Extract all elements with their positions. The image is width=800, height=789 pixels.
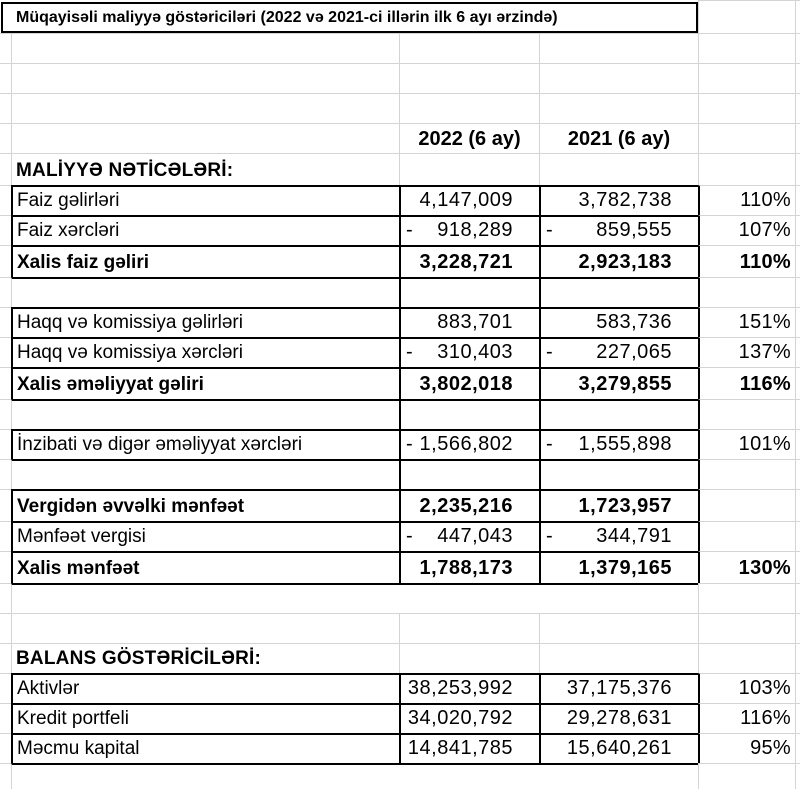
empty-cell[interactable]: [698, 153, 795, 185]
row-label: Haqq və komissiya xərcləri: [17, 342, 243, 363]
value-2021: 37,175,376: [566, 677, 672, 699]
row-label: Haqq və komissiya gəlirləri: [17, 312, 243, 333]
empty-cell[interactable]: [11, 583, 399, 613]
value-2022-cell[interactable]: [399, 307, 539, 337]
pct-value: 116%: [740, 707, 791, 729]
value-2021-cell[interactable]: [539, 367, 698, 399]
empty-cell[interactable]: [795, 277, 800, 307]
row-label-cell[interactable]: [11, 215, 399, 245]
empty-cell[interactable]: [795, 367, 800, 399]
empty-cell[interactable]: [795, 399, 800, 429]
empty-cell[interactable]: [11, 277, 399, 307]
negative-sign: -: [546, 525, 553, 547]
empty-cell[interactable]: [399, 63, 539, 93]
value-2022-cell[interactable]: [399, 429, 539, 459]
empty-cell[interactable]: [795, 245, 800, 277]
empty-cell[interactable]: [399, 277, 539, 307]
empty-cell[interactable]: [795, 0, 800, 33]
empty-cell[interactable]: [539, 613, 698, 643]
pct-cell[interactable]: [698, 521, 795, 551]
value-2022: 310,403: [437, 341, 513, 363]
row-label-cell[interactable]: [11, 551, 399, 583]
row-label-cell[interactable]: [11, 337, 399, 367]
value-2022: 3,228,721: [419, 251, 513, 273]
value-2022: 447,043: [437, 525, 513, 547]
row-label-cell[interactable]: [11, 703, 399, 733]
empty-cell[interactable]: [0, 215, 11, 245]
empty-cell[interactable]: [795, 733, 800, 763]
negative-sign: -: [406, 219, 413, 241]
empty-cell[interactable]: [0, 33, 11, 63]
value-2021-cell[interactable]: [539, 673, 698, 703]
value-2022: 883,701: [437, 311, 513, 333]
row-label: Xalis əməliyyat gəliri: [17, 374, 204, 395]
value-2021: 3,279,855: [578, 373, 672, 395]
negative-sign: -: [546, 219, 553, 241]
empty-cell[interactable]: [795, 153, 800, 185]
row-label-cell[interactable]: [11, 673, 399, 703]
col-header-2021-cell[interactable]: [539, 123, 698, 153]
report-title-cell[interactable]: [1, 2, 698, 33]
empty-cell[interactable]: [539, 399, 698, 429]
row-label: Faiz xərcləri: [17, 220, 120, 241]
empty-cell[interactable]: [698, 123, 795, 153]
value-2022: 1,788,173: [419, 557, 513, 579]
empty-cell[interactable]: [399, 763, 539, 789]
empty-cell[interactable]: [0, 307, 11, 337]
empty-cell[interactable]: [0, 551, 11, 583]
empty-cell[interactable]: [0, 583, 11, 613]
pct-value: 110%: [739, 251, 791, 273]
empty-cell[interactable]: [11, 93, 399, 123]
empty-cell[interactable]: [795, 185, 800, 215]
section-header-label: MALİYYƏ NƏTİCƏLƏRİ:: [16, 160, 234, 181]
value-2021-cell[interactable]: [539, 215, 698, 245]
section-header-cell[interactable]: [11, 153, 399, 185]
value-2021: 583,736: [596, 311, 672, 333]
pct-value: 103%: [738, 677, 791, 699]
pct-value: 95%: [750, 737, 791, 759]
empty-cell[interactable]: [539, 583, 698, 613]
empty-cell[interactable]: [698, 763, 795, 789]
empty-cell[interactable]: [0, 643, 11, 673]
row-label: Xalis faiz gəliri: [17, 252, 149, 273]
col-header-2022: 2022 (6 ay): [418, 128, 521, 150]
empty-cell[interactable]: [11, 63, 399, 93]
negative-sign: -: [546, 433, 553, 455]
empty-cell[interactable]: [795, 307, 800, 337]
empty-cell[interactable]: [698, 63, 795, 93]
value-2021-cell[interactable]: [539, 185, 698, 215]
row-label: Məcmu kapital: [17, 738, 140, 759]
section-header-label: BALANS GÖSTƏRİCİLƏRİ:: [16, 648, 262, 669]
value-2021-cell[interactable]: [539, 307, 698, 337]
pct-cell[interactable]: [698, 673, 795, 703]
value-2021-cell[interactable]: [539, 429, 698, 459]
empty-cell[interactable]: [795, 459, 800, 489]
value-2022: 14,841,785: [407, 737, 513, 759]
empty-cell[interactable]: [11, 459, 399, 489]
col-header-2021: 2021 (6 ay): [567, 128, 671, 150]
section-header-cell[interactable]: [11, 643, 399, 673]
pct-cell[interactable]: [698, 551, 795, 583]
empty-cell[interactable]: [795, 337, 800, 367]
empty-cell[interactable]: [539, 93, 698, 123]
empty-cell[interactable]: [795, 429, 800, 459]
value-2022-cell[interactable]: [399, 215, 539, 245]
pct-cell[interactable]: [698, 245, 795, 277]
empty-cell[interactable]: [0, 367, 11, 399]
empty-cell[interactable]: [399, 643, 539, 673]
empty-cell[interactable]: [795, 93, 800, 123]
empty-cell[interactable]: [698, 33, 795, 63]
row-label-cell[interactable]: [11, 521, 399, 551]
pct-value: 110%: [740, 189, 791, 211]
value-2021-cell[interactable]: [539, 551, 698, 583]
empty-cell[interactable]: [539, 459, 698, 489]
value-2021: 1,723,957: [578, 495, 672, 517]
empty-cell[interactable]: [698, 93, 795, 123]
value-2022-cell[interactable]: [399, 733, 539, 763]
value-2022-cell[interactable]: [399, 337, 539, 367]
empty-cell[interactable]: [0, 245, 11, 277]
value-2022: 2,235,216: [419, 495, 513, 517]
value-2022-cell[interactable]: [399, 489, 539, 521]
empty-cell[interactable]: [0, 703, 11, 733]
empty-cell[interactable]: [795, 521, 800, 551]
empty-cell[interactable]: [11, 613, 399, 643]
empty-cell[interactable]: [399, 459, 539, 489]
empty-cell[interactable]: [539, 277, 698, 307]
negative-sign: -: [406, 341, 413, 363]
value-2021: 1,379,165: [578, 557, 672, 579]
value-2022-cell[interactable]: [399, 245, 539, 277]
pct-cell[interactable]: [698, 703, 795, 733]
row-label-cell[interactable]: [11, 733, 399, 763]
row-label-cell[interactable]: [11, 367, 399, 399]
negative-sign: -: [406, 433, 413, 455]
pct-value: 137%: [738, 341, 791, 363]
value-2021-cell[interactable]: [539, 733, 698, 763]
empty-cell[interactable]: [0, 399, 11, 429]
report-title: Müqayisəli maliyyə göstəriciləri (2022 və 2021-ci illərin ilk 6 ayı ərzində): [16, 8, 558, 26]
empty-cell[interactable]: [0, 459, 11, 489]
pct-cell[interactable]: [698, 307, 795, 337]
value-2022-cell[interactable]: [399, 703, 539, 733]
value-2021-cell[interactable]: [539, 489, 698, 521]
empty-cell[interactable]: [795, 33, 800, 63]
row-label: Vergidən əvvəlki mənfəət: [17, 496, 245, 517]
empty-cell[interactable]: [11, 33, 399, 63]
value-2022: 38,253,992: [407, 677, 513, 699]
value-2022-cell[interactable]: [399, 521, 539, 551]
row-label: Kredit portfeli: [17, 708, 129, 729]
empty-cell[interactable]: [0, 521, 11, 551]
empty-cell[interactable]: [0, 673, 11, 703]
empty-cell[interactable]: [399, 399, 539, 429]
value-2021: 859,555: [596, 219, 672, 241]
value-2022-cell[interactable]: [399, 551, 539, 583]
value-2021: 29,278,631: [566, 707, 672, 729]
value-2021: 15,640,261: [566, 737, 672, 759]
empty-cell[interactable]: [11, 123, 399, 153]
empty-cell[interactable]: [795, 613, 800, 643]
empty-cell[interactable]: [795, 673, 800, 703]
empty-cell[interactable]: [539, 63, 698, 93]
empty-cell[interactable]: [0, 429, 11, 459]
row-label-cell[interactable]: [11, 185, 399, 215]
row-label-cell[interactable]: [11, 429, 399, 459]
pct-value: 130%: [738, 557, 791, 579]
value-2021: 1,555,898: [578, 433, 672, 455]
value-2021: 344,791: [596, 525, 672, 547]
empty-cell[interactable]: [0, 763, 11, 789]
empty-cell[interactable]: [0, 185, 11, 215]
empty-cell[interactable]: [698, 277, 795, 307]
negative-sign: -: [546, 341, 553, 363]
empty-cell[interactable]: [399, 153, 539, 185]
empty-cell[interactable]: [539, 763, 698, 789]
empty-cell[interactable]: [0, 153, 11, 185]
empty-cell[interactable]: [795, 489, 800, 521]
pct-value: 107%: [738, 219, 791, 241]
empty-cell[interactable]: [0, 337, 11, 367]
pct-cell[interactable]: [698, 337, 795, 367]
row-label: Xalis mənfəət: [17, 558, 140, 579]
empty-cell[interactable]: [539, 33, 698, 63]
value-2022: 1,566,802: [419, 433, 513, 455]
empty-cell[interactable]: [0, 489, 11, 521]
empty-cell[interactable]: [795, 703, 800, 733]
empty-cell[interactable]: [698, 459, 795, 489]
empty-cell[interactable]: [698, 583, 795, 613]
empty-cell[interactable]: [698, 399, 795, 429]
pct-cell[interactable]: [698, 733, 795, 763]
negative-sign: -: [406, 525, 413, 547]
value-2021: 2,923,183: [578, 251, 672, 273]
row-label: İnzibati və digər əməliyyat xərcləri: [17, 434, 303, 455]
row-label: Faiz gəlirləri: [17, 190, 120, 211]
value-2022-cell[interactable]: [399, 367, 539, 399]
pct-value: 116%: [739, 373, 791, 395]
empty-cell[interactable]: [399, 583, 539, 613]
pct-cell[interactable]: [698, 367, 795, 399]
value-2022: 34,020,792: [407, 707, 513, 729]
empty-cell[interactable]: [795, 551, 800, 583]
empty-cell[interactable]: [0, 93, 11, 123]
empty-cell[interactable]: [795, 123, 800, 153]
empty-cell[interactable]: [11, 763, 399, 789]
pct-value: 151%: [738, 311, 791, 333]
empty-cell[interactable]: [0, 123, 11, 153]
empty-cell[interactable]: [795, 583, 800, 613]
value-2021: 3,782,738: [578, 189, 672, 211]
empty-cell[interactable]: [0, 613, 11, 643]
empty-cell[interactable]: [698, 613, 795, 643]
empty-cell[interactable]: [795, 63, 800, 93]
value-2021-cell[interactable]: [539, 703, 698, 733]
value-2022-cell[interactable]: [399, 185, 539, 215]
empty-cell[interactable]: [795, 763, 800, 789]
value-2021: 227,065: [596, 341, 672, 363]
row-label-cell[interactable]: [11, 489, 399, 521]
empty-cell[interactable]: [0, 733, 11, 763]
empty-cell[interactable]: [539, 643, 698, 673]
row-label: Mənfəət vergisi: [17, 526, 146, 547]
empty-cell[interactable]: [0, 63, 11, 93]
col-header-2022-cell[interactable]: [399, 123, 539, 153]
value-2022: 918,289: [437, 219, 513, 241]
empty-cell[interactable]: [795, 215, 800, 245]
value-2022-cell[interactable]: [399, 673, 539, 703]
row-label-cell[interactable]: [11, 307, 399, 337]
empty-cell[interactable]: [11, 399, 399, 429]
empty-cell[interactable]: [795, 643, 800, 673]
pct-cell[interactable]: [698, 429, 795, 459]
empty-cell[interactable]: [399, 93, 539, 123]
value-2021-cell[interactable]: [539, 521, 698, 551]
row-label-cell[interactable]: [11, 245, 399, 277]
pct-cell[interactable]: [698, 185, 795, 215]
empty-cell[interactable]: [399, 613, 539, 643]
value-2021-cell[interactable]: [539, 245, 698, 277]
row-label: Aktivlər: [17, 678, 80, 699]
empty-cell[interactable]: [698, 643, 795, 673]
empty-cell[interactable]: [0, 277, 11, 307]
value-2021-cell[interactable]: [539, 337, 698, 367]
pct-value: 101%: [738, 433, 791, 455]
value-2022: 4,147,009: [419, 189, 513, 211]
empty-cell[interactable]: [539, 153, 698, 185]
value-2022: 3,802,018: [419, 373, 513, 395]
pct-cell[interactable]: [698, 489, 795, 521]
pct-cell[interactable]: [698, 215, 795, 245]
empty-cell[interactable]: [399, 33, 539, 63]
empty-cell[interactable]: [698, 0, 795, 33]
